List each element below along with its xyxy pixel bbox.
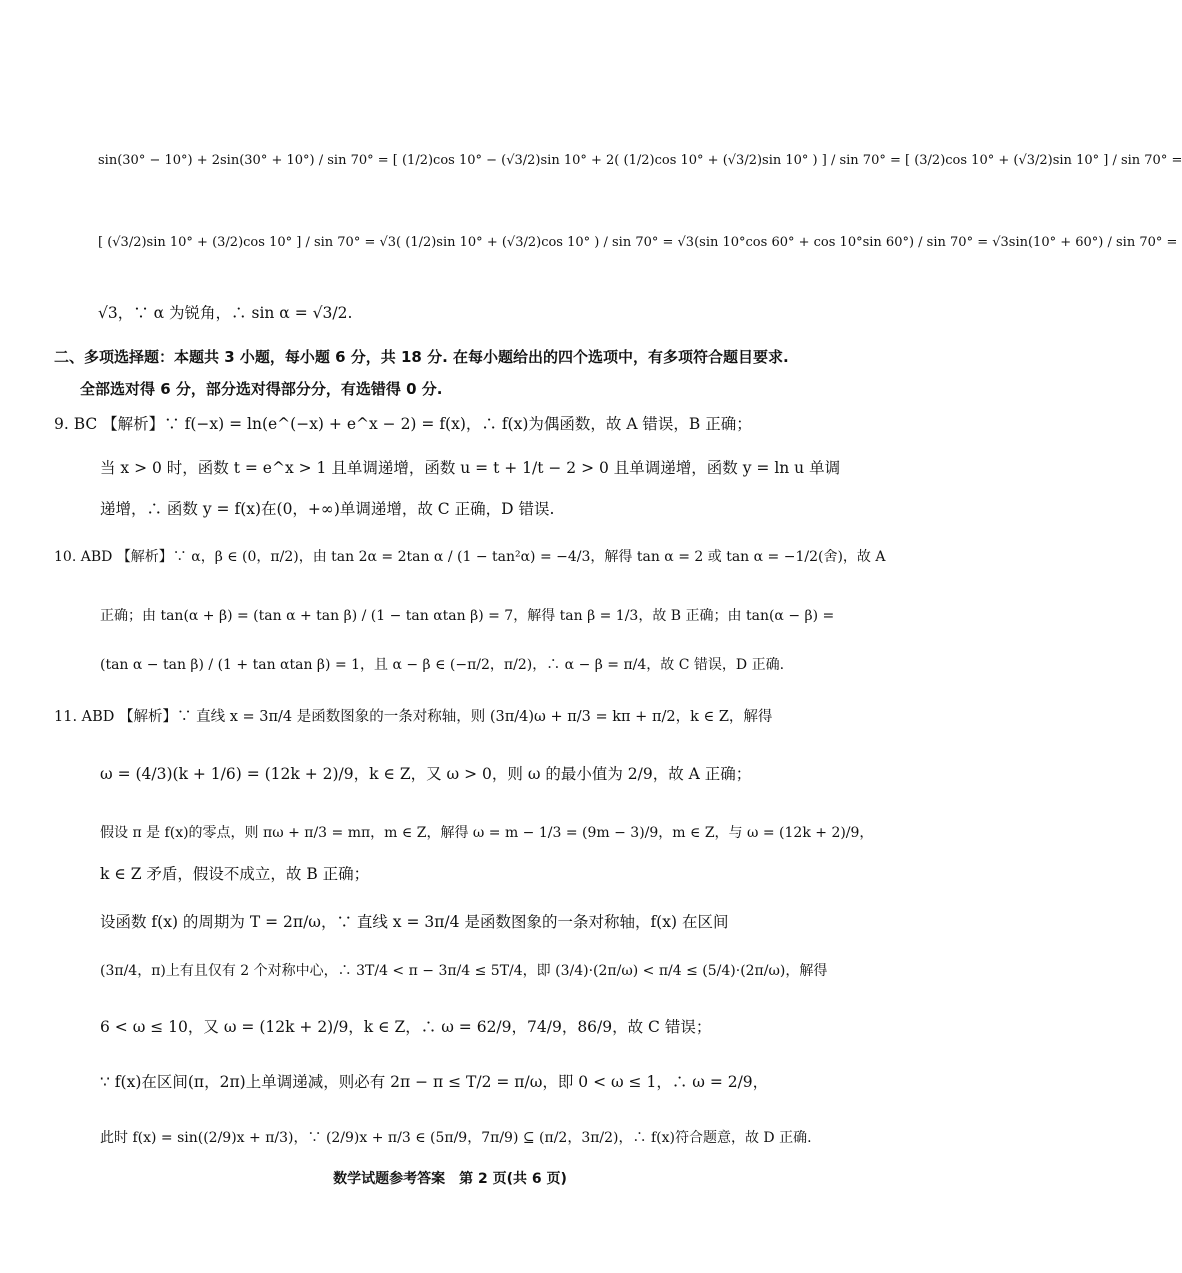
answer-11-line-7: 6 < ω ≤ 10，又 ω = (12k + 2)/9，k ∈ Z，∴ ω = 62/9，74/9，86/9，故 C 错误； — [100, 1018, 712, 1036]
answer-11-line-6: (3π/4，π)上有且仅有 2 个对称中心，∴ 3T/4 < π − 3π/4 ≤ 5T/4，即 (3/4)·(2π/ω) < π/4 ≤ (5/4)·(2π/ω)，解得 — [100, 963, 828, 979]
answer-9-line-2: 当 x > 0 时，函数 t = e^x > 1 且单调递增，函数 u = t + 1/t − 2 > 0 且单调递增，函数 y = ln u 单调 — [100, 459, 841, 477]
answer-11: 11. ABD 【解析】∵ 直线 x = 3π/4 是函数图象的一条对称轴，则 (3π/4)ω + π/3 = kπ + π/2，k ∈ Z，解得 — [54, 709, 773, 725]
answer-11-line-4: k ∈ Z 矛盾，假设不成立，故 B 正确； — [100, 865, 370, 883]
answer-11-line-8: ∵ f(x)在区间(π，2π)上单调递减，则必有 2π − π ≤ T/2 = π/ω，即 0 < ω ≤ 1，∴ ω = 2/9， — [100, 1073, 769, 1091]
answer-11-line-3: 假设 π 是 f(x)的零点，则 πω + π/3 = mπ，m ∈ Z，解得 ω = m − 1/3 = (9m − 3)/9，m ∈ Z，与 ω = (12k + 2)/9， — [100, 825, 874, 841]
answer-10-line-3: (tan α − tan β) / (1 + tan αtan β) = 1，且 α − β ∈ (−π/2，π/2)，∴ α − β = π/4，故 C 错误，D 正确. — [100, 657, 785, 673]
equation-line-1: sin(30° − 10°) + 2sin(30° + 10°) / sin 70° = [ (1/2)cos 10° − (√3/2)sin 10° + 2( (1/2)cos 10° + (√3/2)sin 10° ) ] / sin 70° = [ (3/2)cos 10° + (√3/2)sin 10° ] / sin 70° = — [98, 153, 1182, 168]
answer-11-line-9: 此时 f(x) = sin((2/9)x + π/3)，∵ (2/9)x + π/3 ∈ (5π/9，7π/9) ⊆ (π/2，3π/2)，∴ f(x)符合题意，故 D 正确. — [100, 1130, 812, 1146]
page-footer: 数学试题参考答案 第 2 页(共 6 页) — [333, 1171, 567, 1187]
section-heading-line-2: 全部选对得 6 分，部分选对得部分分，有选错得 0 分. — [80, 380, 443, 398]
answer-11-line-5: 设函数 f(x) 的周期为 T = 2π/ω，∵ 直线 x = 3π/4 是函数图象的一条对称轴，f(x) 在区间 — [100, 913, 729, 931]
answer-9-line-3: 递增，∴ 函数 y = f(x)在(0，+∞)单调递增，故 C 正确，D 错误. — [100, 500, 555, 518]
answer-11-line-2: ω = (4/3)(k + 1/6) = (12k + 2)/9，k ∈ Z，又 ω > 0，则 ω 的最小值为 2/9，故 A 正确； — [100, 765, 752, 783]
answer-10-line-2: 正确；由 tan(α + β) = (tan α + tan β) / (1 − tan αtan β) = 7，解得 tan β = 1/3，故 B 正确；由 tan(α − β) = — [100, 608, 835, 624]
section-heading-line-1: 二、多项选择题：本题共 3 小题，每小题 6 分，共 18 分. 在每小题给出的四个选项中，有多项符合题目要求. — [54, 348, 789, 366]
equation-line-2: [ (√3/2)sin 10° + (3/2)cos 10° ] / sin 70° = √3( (1/2)sin 10° + (√3/2)cos 10° ) / sin 70° = √3(sin 10°cos 60° + cos 10°sin 60°) / sin 70° = √3sin(10° + 60°) / sin 70° = — [98, 235, 1178, 250]
equation-line-3: √3，∵ α 为锐角，∴ sin α = √3/2. — [98, 304, 353, 322]
answer-9: 9. BC 【解析】∵ f(−x) = ln(e^(−x) + e^x − 2) = f(x)，∴ f(x)为偶函数，故 A 错误，B 正确； — [54, 415, 752, 433]
answer-10: 10. ABD 【解析】∵ α，β ∈ (0，π/2)，由 tan 2α = 2tan α / (1 − tan²α) = −4/3，解得 tan α = 2 或 tan α = −1/2(舍)，故 A — [54, 549, 886, 565]
